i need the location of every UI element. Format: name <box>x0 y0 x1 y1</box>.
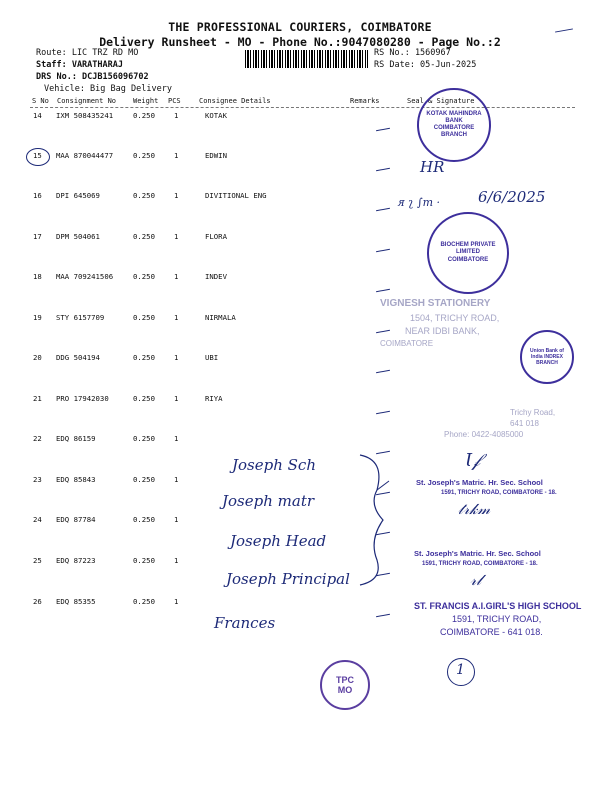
stjoseph-stamp2-name: St. Joseph's Matric. Hr. Sec. School <box>414 549 541 558</box>
handwritten-initials: ᴙ ʅ ∫m · <box>398 196 441 209</box>
route-label: Route: LIC TRZ RD MO <box>36 48 139 58</box>
vignesh-stamp-line1: VIGNESH STATIONERY <box>380 298 491 309</box>
handwritten-joseph-school: Joseph Sch <box>232 456 316 474</box>
row-sno: 14 <box>33 111 42 120</box>
row-consignment-no: EDQ 87784 <box>56 515 96 524</box>
row-pcs: 1 <box>174 151 179 160</box>
row-weight: 0.250 <box>133 191 155 200</box>
ubi-phone: Phone: 0422-4085000 <box>444 430 524 439</box>
row-sno: 26 <box>33 597 42 606</box>
row-pcs: 1 <box>174 434 179 443</box>
vignesh-stamp-line3: NEAR IDBI BANK, <box>405 326 480 336</box>
signature-mark-3: 𝓇𝓁 <box>470 571 482 589</box>
row-pcs: 1 <box>174 597 179 606</box>
row-pcs: 1 <box>174 556 179 565</box>
stfrancis-stamp-name: ST. FRANCIS A.I.GIRL'S HIGH SCHOOL <box>414 601 582 611</box>
vignesh-stamp-line4: COIMBATORE <box>380 339 434 348</box>
row-consignment-no: MAA 709241506 <box>56 272 114 281</box>
row-weight: 0.250 <box>133 313 155 322</box>
row-sno: 24 <box>33 515 42 524</box>
row-consignee: FLORA <box>205 232 227 241</box>
header-divider <box>30 107 575 108</box>
col-consignee: Consignee Details <box>199 97 271 105</box>
remarks-dash <box>376 330 390 333</box>
row-weight: 0.250 <box>133 556 155 565</box>
rs-number: RS No.: 1560967 <box>374 48 451 58</box>
barcode <box>245 50 368 68</box>
remarks-dash <box>376 289 390 292</box>
col-consignment: Consignment No <box>57 97 117 105</box>
col-weight: Weight <box>133 97 159 105</box>
drs-number: DRS No.: DCJB156096702 <box>36 72 149 82</box>
row-weight: 0.250 <box>133 232 155 241</box>
kotak-bank-stamp: KOTAK MAHINDRA BANK COIMBATORE BRANCH <box>417 88 491 162</box>
row-weight: 0.250 <box>133 272 155 281</box>
row-weight: 0.250 <box>133 151 155 160</box>
col-seal-signature: Seal & Signature <box>407 97 475 105</box>
stfrancis-stamp-addr1: 1591, TRICHY ROAD, <box>452 614 542 624</box>
row-sno: 23 <box>33 475 42 484</box>
row-weight: 0.250 <box>133 515 155 524</box>
row-weight: 0.250 <box>133 475 155 484</box>
row-weight: 0.250 <box>133 111 155 120</box>
handwritten-joseph-matr: Joseph matr <box>222 492 315 510</box>
row-consignment-no: EDQ 85843 <box>56 475 96 484</box>
biochem-stamp: BIOCHEM PRIVATE LIMITED COIMBATORE <box>427 212 509 294</box>
row-consignment-no: IXM 508435241 <box>56 111 114 120</box>
row-weight: 0.250 <box>133 353 155 362</box>
row-weight: 0.250 <box>133 434 155 443</box>
remarks-dash <box>376 208 390 211</box>
row-consignee: KOTAK <box>205 111 227 120</box>
bracket-arrow-icon <box>355 445 395 595</box>
signature-mark: Ɩ𝒻 <box>465 450 481 471</box>
remarks-dash <box>376 411 390 414</box>
row-consignee: RIYA <box>205 394 223 403</box>
remarks-dash <box>376 249 390 252</box>
handwritten-frances: Frances <box>214 614 276 632</box>
row-consignment-no: DPI 645069 <box>56 191 100 200</box>
row-sno: 20 <box>33 353 42 362</box>
row-pcs: 1 <box>174 272 179 281</box>
handwritten-one: 1 <box>456 662 465 678</box>
row-pcs: 1 <box>174 353 179 362</box>
circle-mark <box>26 148 50 166</box>
row-sno: 19 <box>33 313 42 322</box>
row-consignee: UBI <box>205 353 219 362</box>
vignesh-stamp-line2: 1504, TRICHY ROAD, <box>410 313 500 323</box>
row-pcs: 1 <box>174 394 179 403</box>
row-pcs: 1 <box>174 475 179 484</box>
row-sno: 21 <box>33 394 42 403</box>
remarks-dash <box>376 370 390 373</box>
stjoseph-stamp1-name: St. Joseph's Matric. Hr. Sec. School <box>416 478 543 487</box>
row-sno: 16 <box>33 191 42 200</box>
col-pcs: PCS <box>168 97 181 105</box>
row-pcs: 1 <box>174 515 179 524</box>
col-sno: S No <box>32 97 49 105</box>
row-weight: 0.250 <box>133 394 155 403</box>
staff-label: Staff: VARATHARAJ <box>36 60 123 70</box>
col-remarks: Remarks <box>350 97 380 105</box>
row-sno: 15 <box>33 151 42 160</box>
row-consignee: EDWIN <box>205 151 227 160</box>
row-pcs: 1 <box>174 191 179 200</box>
row-sno: 18 <box>33 272 42 281</box>
remarks-dash <box>376 168 390 171</box>
signature-mark-2: 𝓉𝓇𝓀𝓂 <box>458 500 491 518</box>
row-consignment-no: EDQ 87223 <box>56 556 96 565</box>
handwritten-joseph-head: Joseph Head <box>230 532 327 550</box>
vehicle-label: Vehicle: Big Bag Delivery <box>44 84 172 94</box>
stjoseph-stamp1-addr: 1591, TRICHY ROAD, COIMBATORE - 18. <box>441 490 557 496</box>
row-consignee: NIRMALA <box>205 313 236 322</box>
union-bank-stamp: Union Bank of India INDREX BRANCH <box>520 330 574 384</box>
row-sno: 25 <box>33 556 42 565</box>
row-consignment-no: DDG 504194 <box>56 353 100 362</box>
row-consignment-no: DPM 504061 <box>56 232 100 241</box>
rs-date: RS Date: 05-Jun-2025 <box>374 60 477 70</box>
runsheet-subtitle: Delivery Runsheet - MO - Phone No.:9047080280 - Page No.:2 <box>99 35 501 49</box>
row-consignment-no: PRO 17942030 <box>56 394 109 403</box>
remarks-dash <box>376 128 390 131</box>
remarks-dash <box>376 614 390 617</box>
tpc-stamp: TPC MO <box>320 660 370 710</box>
row-pcs: 1 <box>174 232 179 241</box>
row-consignee: DIVITIONAL ENG <box>205 191 267 200</box>
handwritten-date: 6/6/2025 <box>478 188 546 206</box>
row-consignment-no: MAA 870044477 <box>56 151 114 160</box>
row-sno: 22 <box>33 434 42 443</box>
ubi-addr1: Trichy Road, <box>510 408 556 417</box>
row-consignment-no: EDQ 85355 <box>56 597 96 606</box>
handwritten-joseph-principal: Joseph Principal <box>226 570 350 588</box>
runsheet-title: THE PROFESSIONAL COURIERS, COIMBATORE <box>168 20 432 34</box>
row-pcs: 1 <box>174 313 179 322</box>
handwritten-hr: HR <box>420 158 445 176</box>
ubi-addr2: 641 018 <box>510 419 539 428</box>
row-weight: 0.250 <box>133 597 155 606</box>
row-consignee: INDEV <box>205 272 227 281</box>
row-pcs: 1 <box>174 111 179 120</box>
stjoseph-stamp2-addr: 1591, TRICHY ROAD, COIMBATORE - 18. <box>422 561 538 567</box>
row-sno: 17 <box>33 232 42 241</box>
row-consignment-no: STY 6157709 <box>56 313 105 322</box>
stfrancis-stamp-addr2: COIMBATORE - 641 018. <box>440 627 543 637</box>
row-consignment-no: EDQ 86159 <box>56 434 96 443</box>
